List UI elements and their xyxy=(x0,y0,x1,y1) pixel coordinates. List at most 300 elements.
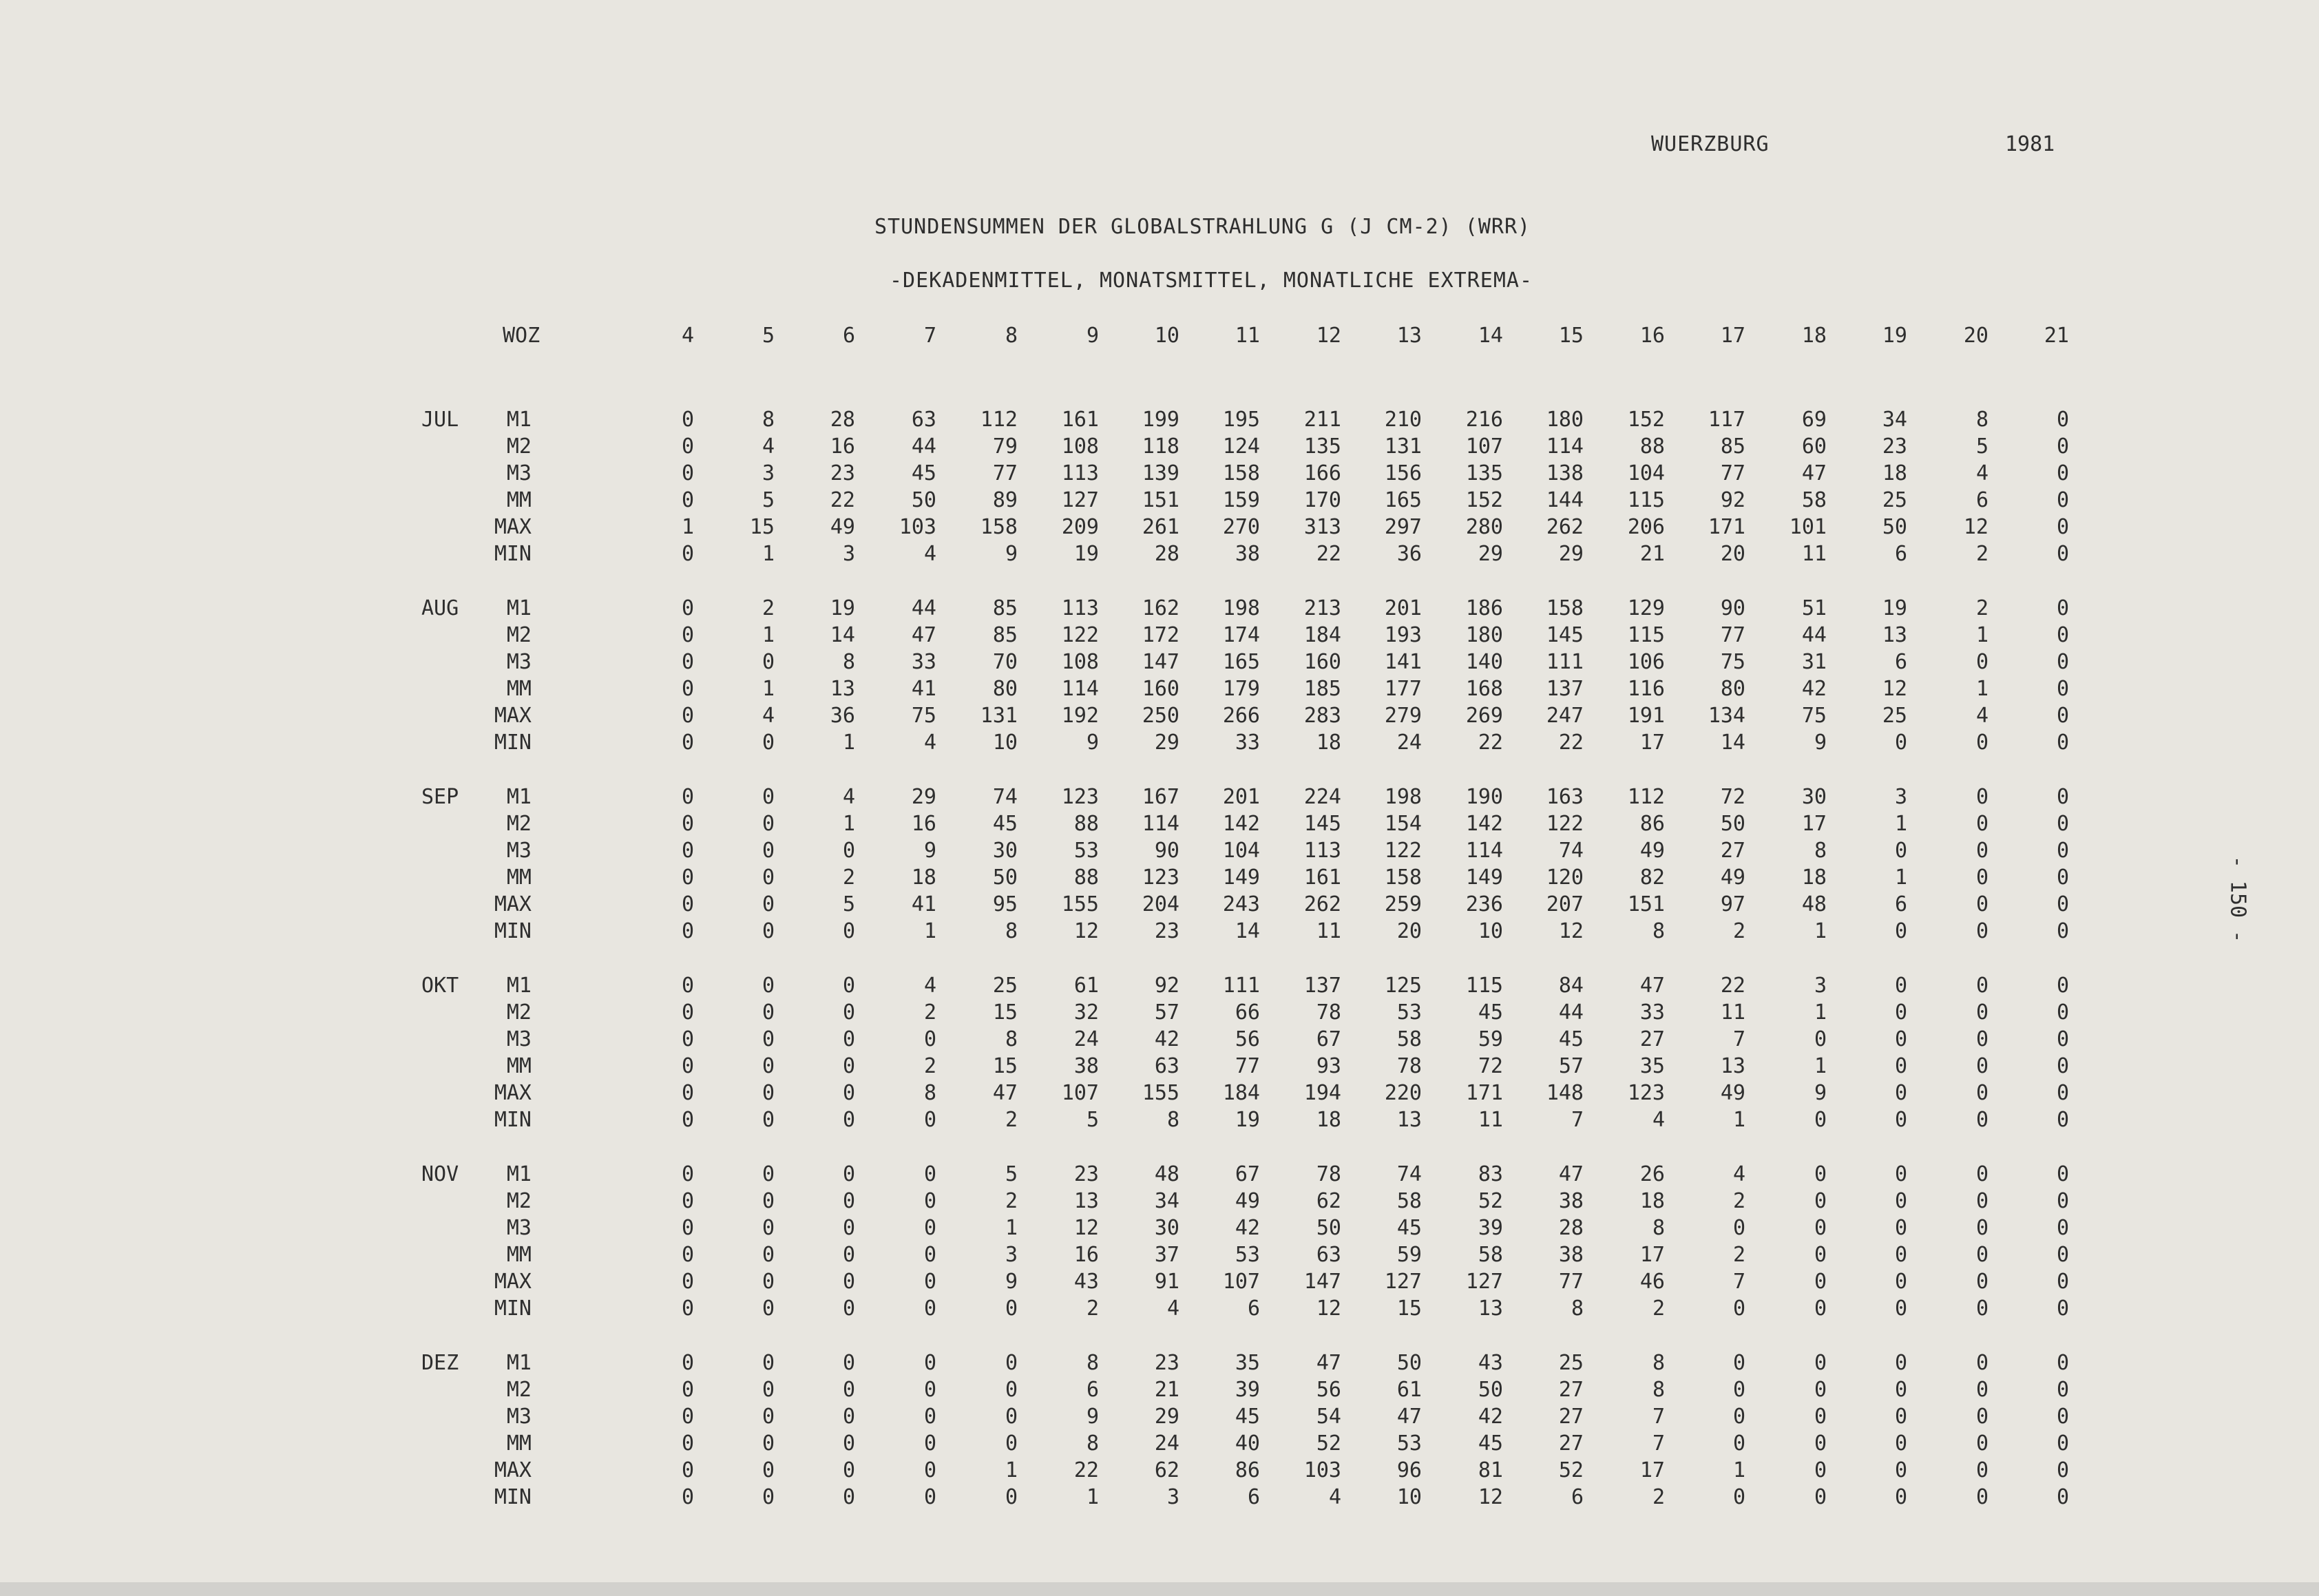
table-cell: 77 xyxy=(1720,623,1745,647)
table-cell: 0 xyxy=(2056,1054,2069,1078)
table-cell: 8 xyxy=(1652,919,1665,943)
table-cell: 113 xyxy=(1061,596,1099,620)
table-cell: 4 xyxy=(762,704,775,728)
table-cell: 185 xyxy=(1303,677,1341,701)
table-cell: 0 xyxy=(923,1405,936,1429)
table-cell: 0 xyxy=(1894,1162,1907,1186)
table-cell: 1 xyxy=(1975,623,1989,647)
table-cell: 60 xyxy=(1801,434,1827,459)
table-cell: 0 xyxy=(681,704,694,728)
table-cell: 0 xyxy=(762,1296,775,1321)
table-cell: 3 xyxy=(1814,974,1827,998)
table-cell: 0 xyxy=(2056,892,2069,916)
table-cell: 17 xyxy=(1639,1458,1665,1482)
table-cell: 54 xyxy=(1316,1405,1341,1429)
page-edge xyxy=(0,1582,2319,1596)
table-cell: 0 xyxy=(2056,704,2069,728)
table-cell: 0 xyxy=(2056,1351,2069,1375)
table-cell: 0 xyxy=(762,731,775,755)
table-cell: 15 xyxy=(749,515,775,539)
table-cell: 74 xyxy=(1396,1162,1422,1186)
table-cell: 0 xyxy=(1975,1162,1989,1186)
table-cell: 122 xyxy=(1061,623,1099,647)
table-cell: 0 xyxy=(762,1405,775,1429)
table-cell: 174 xyxy=(1222,623,1260,647)
table-cell: 47 xyxy=(1396,1405,1422,1429)
table-cell: 0 xyxy=(1894,1000,1907,1025)
table-cell: 90 xyxy=(1720,596,1745,620)
table-cell: 0 xyxy=(842,1296,855,1321)
table-cell: 2 xyxy=(923,1000,936,1025)
table-cell: 266 xyxy=(1222,704,1260,728)
table-cell: 8 xyxy=(1086,1351,1099,1375)
table-cell: 8 xyxy=(842,650,855,674)
table-cell: 82 xyxy=(1639,865,1665,890)
table-cell: 19 xyxy=(830,596,855,620)
table-cell: 0 xyxy=(1975,1296,1989,1321)
table-cell: 0 xyxy=(1732,1296,1745,1321)
table-cell: 0 xyxy=(681,623,694,647)
table-cell: 210 xyxy=(1384,408,1422,432)
table-cell: 8 xyxy=(1652,1216,1665,1240)
table-cell: 0 xyxy=(1975,1431,1989,1456)
table-cell: 11 xyxy=(1801,542,1827,566)
month-label: SEP xyxy=(421,785,459,809)
table-cell: 0 xyxy=(1975,1378,1989,1402)
table-cell: 198 xyxy=(1222,596,1260,620)
table-cell: 96 xyxy=(1396,1458,1422,1482)
table-cell: 131 xyxy=(980,704,1018,728)
table-cell: 170 xyxy=(1303,488,1341,512)
table-cell: 12 xyxy=(1882,677,1907,701)
table-title: STUNDENSUMMEN DER GLOBALSTRAHLUNG G (J CM-2) (WRR) xyxy=(874,215,1531,239)
table-cell: 114 xyxy=(1546,434,1584,459)
table-cell: 159 xyxy=(1222,488,1260,512)
table-cell: 117 xyxy=(1708,408,1745,432)
table-cell: 0 xyxy=(1005,1351,1018,1375)
table-cell: 1 xyxy=(1975,677,1989,701)
table-cell: 0 xyxy=(1975,919,1989,943)
table-cell: 0 xyxy=(1732,1405,1745,1429)
table-cell: 280 xyxy=(1465,515,1503,539)
hour-header: 17 xyxy=(1720,324,1745,348)
table-cell: 67 xyxy=(1235,1162,1260,1186)
table-cell: 0 xyxy=(842,1081,855,1105)
table-cell: 190 xyxy=(1465,785,1503,809)
table-cell: 279 xyxy=(1384,704,1422,728)
table-cell: 90 xyxy=(1154,839,1179,863)
table-cell: 0 xyxy=(762,1162,775,1186)
table-cell: 6 xyxy=(1571,1485,1584,1509)
table-cell: 145 xyxy=(1303,812,1341,836)
table-cell: 53 xyxy=(1396,1000,1422,1025)
table-cell: 4 xyxy=(923,542,936,566)
table-cell: 9 xyxy=(1814,1081,1827,1105)
table-cell: 59 xyxy=(1478,1027,1503,1051)
table-cell: 46 xyxy=(1639,1270,1665,1294)
table-cell: 0 xyxy=(1894,1081,1907,1105)
table-cell: 1 xyxy=(1732,1458,1745,1482)
table-cell: 0 xyxy=(923,1243,936,1267)
table-cell: 3 xyxy=(1894,785,1907,809)
table-cell: 163 xyxy=(1546,785,1584,809)
table-cell: 0 xyxy=(681,892,694,916)
table-cell: 0 xyxy=(681,1189,694,1213)
table-cell: 58 xyxy=(1396,1027,1422,1051)
table-cell: 2 xyxy=(1732,919,1745,943)
table-cell: 27 xyxy=(1720,839,1745,863)
table-cell: 47 xyxy=(1316,1351,1341,1375)
row-label: M1 xyxy=(506,974,532,998)
table-cell: 59 xyxy=(1396,1243,1422,1267)
table-cell: 4 xyxy=(1732,1162,1745,1186)
table-cell: 135 xyxy=(1303,434,1341,459)
table-cell: 114 xyxy=(1465,839,1503,863)
table-cell: 48 xyxy=(1801,892,1827,916)
table-cell: 5 xyxy=(842,892,855,916)
table-cell: 18 xyxy=(1316,731,1341,755)
table-cell: 30 xyxy=(992,839,1018,863)
table-cell: 120 xyxy=(1546,865,1584,890)
table-cell: 113 xyxy=(1303,839,1341,863)
table-cell: 43 xyxy=(1073,1270,1099,1294)
table-cell: 0 xyxy=(923,1216,936,1240)
row-label: M1 xyxy=(506,1162,532,1186)
table-cell: 115 xyxy=(1627,623,1665,647)
table-cell: 147 xyxy=(1303,1270,1341,1294)
table-cell: 0 xyxy=(2056,1458,2069,1482)
table-cell: 0 xyxy=(2056,974,2069,998)
table-cell: 0 xyxy=(2056,1162,2069,1186)
row-label: M2 xyxy=(506,812,532,836)
table-cell: 184 xyxy=(1303,623,1341,647)
table-cell: 1 xyxy=(1814,1000,1827,1025)
table-cell: 127 xyxy=(1465,1270,1503,1294)
table-cell: 2 xyxy=(762,596,775,620)
table-cell: 27 xyxy=(1558,1405,1584,1429)
table-cell: 48 xyxy=(1154,1162,1179,1186)
table-cell: 0 xyxy=(1894,1054,1907,1078)
table-cell: 0 xyxy=(842,839,855,863)
table-cell: 47 xyxy=(911,623,936,647)
table-cell: 123 xyxy=(1627,1081,1665,1105)
table-cell: 147 xyxy=(1142,650,1179,674)
table-cell: 57 xyxy=(1558,1054,1584,1078)
table-cell: 0 xyxy=(2056,785,2069,809)
table-cell: 7 xyxy=(1732,1027,1745,1051)
table-cell: 86 xyxy=(1235,1458,1260,1482)
table-cell: 0 xyxy=(2056,623,2069,647)
hour-header: 15 xyxy=(1558,324,1584,348)
table-cell: 0 xyxy=(1975,1054,1989,1078)
table-cell: 23 xyxy=(1154,919,1179,943)
table-cell: 112 xyxy=(980,408,1018,432)
table-cell: 32 xyxy=(1073,1000,1099,1025)
table-cell: 283 xyxy=(1303,704,1341,728)
table-cell: 0 xyxy=(681,731,694,755)
row-label: MM xyxy=(506,865,532,890)
table-cell: 4 xyxy=(1166,1296,1179,1321)
table-cell: 0 xyxy=(762,1351,775,1375)
table-cell: 12 xyxy=(1073,1216,1099,1240)
table-cell: 104 xyxy=(1222,839,1260,863)
table-cell: 198 xyxy=(1384,785,1422,809)
table-cell: 0 xyxy=(762,812,775,836)
table-cell: 103 xyxy=(1303,1458,1341,1482)
table-cell: 4 xyxy=(762,434,775,459)
row-label: M3 xyxy=(506,650,532,674)
row-label: M2 xyxy=(506,1378,532,1402)
table-cell: 62 xyxy=(1316,1189,1341,1213)
table-cell: 1 xyxy=(762,623,775,647)
table-cell: 115 xyxy=(1465,974,1503,998)
table-cell: 0 xyxy=(1814,1351,1827,1375)
table-cell: 201 xyxy=(1384,596,1422,620)
table-cell: 0 xyxy=(762,839,775,863)
table-cell: 0 xyxy=(681,865,694,890)
table-cell: 89 xyxy=(992,488,1018,512)
table-cell: 0 xyxy=(2056,1270,2069,1294)
table-cell: 62 xyxy=(1154,1458,1179,1482)
table-cell: 35 xyxy=(1639,1054,1665,1078)
table-cell: 9 xyxy=(1086,1405,1099,1429)
table-cell: 0 xyxy=(1814,1216,1827,1240)
table-cell: 58 xyxy=(1478,1243,1503,1267)
table-cell: 56 xyxy=(1235,1027,1260,1051)
table-cell: 3 xyxy=(1166,1485,1179,1509)
table-cell: 0 xyxy=(1894,1458,1907,1482)
table-cell: 23 xyxy=(1073,1162,1099,1186)
table-cell: 3 xyxy=(842,542,855,566)
table-cell: 20 xyxy=(1396,919,1422,943)
row-label: MAX xyxy=(494,1458,532,1482)
table-cell: 0 xyxy=(1975,1485,1989,1509)
table-cell: 33 xyxy=(911,650,936,674)
table-cell: 18 xyxy=(1801,865,1827,890)
table-cell: 7 xyxy=(1732,1270,1745,1294)
table-cell: 9 xyxy=(923,839,936,863)
table-cell: 8 xyxy=(1571,1296,1584,1321)
table-cell: 107 xyxy=(1465,434,1503,459)
table-cell: 25 xyxy=(1882,488,1907,512)
table-cell: 91 xyxy=(1154,1270,1179,1294)
table-cell: 0 xyxy=(1975,731,1989,755)
table-cell: 85 xyxy=(992,596,1018,620)
table-cell: 124 xyxy=(1222,434,1260,459)
table-cell: 52 xyxy=(1316,1431,1341,1456)
table-cell: 0 xyxy=(1894,1378,1907,1402)
row-label: MAX xyxy=(494,515,532,539)
table-cell: 0 xyxy=(681,1405,694,1429)
table-cell: 0 xyxy=(923,1431,936,1456)
row-label: M3 xyxy=(506,1027,532,1051)
table-cell: 0 xyxy=(1814,1189,1827,1213)
table-cell: 58 xyxy=(1801,488,1827,512)
table-cell: 0 xyxy=(923,1162,936,1186)
table-cell: 1 xyxy=(762,542,775,566)
table-cell: 6 xyxy=(1975,488,1989,512)
table-cell: 160 xyxy=(1303,650,1341,674)
hour-header: 6 xyxy=(842,324,855,348)
table-cell: 172 xyxy=(1142,623,1179,647)
table-cell: 15 xyxy=(992,1000,1018,1025)
table-cell: 0 xyxy=(1975,812,1989,836)
table-cell: 6 xyxy=(1247,1296,1260,1321)
table-cell: 0 xyxy=(842,1189,855,1213)
month-label: JUL xyxy=(421,408,459,432)
table-cell: 0 xyxy=(2056,596,2069,620)
table-cell: 297 xyxy=(1384,515,1422,539)
table-cell: 69 xyxy=(1801,408,1827,432)
table-cell: 0 xyxy=(1814,1108,1827,1132)
table-subtitle: -DEKADENMITTEL, MONATSMITTEL, MONATLICHE EXTREMA- xyxy=(890,269,1533,293)
table-cell: 158 xyxy=(1546,596,1584,620)
table-cell: 15 xyxy=(992,1054,1018,1078)
table-cell: 0 xyxy=(762,1216,775,1240)
table-cell: 0 xyxy=(1894,1431,1907,1456)
table-cell: 0 xyxy=(1005,1405,1018,1429)
table-cell: 0 xyxy=(681,408,694,432)
table-cell: 162 xyxy=(1142,596,1179,620)
hour-header: 10 xyxy=(1154,324,1179,348)
table-cell: 28 xyxy=(1558,1216,1584,1240)
row-label: M3 xyxy=(506,1216,532,1240)
table-cell: 23 xyxy=(830,461,855,485)
table-cell: 84 xyxy=(1558,974,1584,998)
table-cell: 0 xyxy=(681,839,694,863)
table-cell: 16 xyxy=(830,434,855,459)
table-cell: 53 xyxy=(1396,1431,1422,1456)
table-cell: 42 xyxy=(1801,677,1827,701)
table-cell: 0 xyxy=(923,1027,936,1051)
table-cell: 42 xyxy=(1235,1216,1260,1240)
table-cell: 26 xyxy=(1639,1162,1665,1186)
table-cell: 4 xyxy=(1328,1485,1341,1509)
table-cell: 0 xyxy=(1975,650,1989,674)
table-cell: 8 xyxy=(1652,1351,1665,1375)
table-cell: 1 xyxy=(1086,1485,1099,1509)
table-cell: 0 xyxy=(1975,1270,1989,1294)
table-cell: 207 xyxy=(1546,892,1584,916)
table-cell: 0 xyxy=(1894,1216,1907,1240)
row-label: M3 xyxy=(506,461,532,485)
table-cell: 52 xyxy=(1478,1189,1503,1213)
table-cell: 38 xyxy=(1558,1243,1584,1267)
table-cell: 45 xyxy=(1558,1027,1584,1051)
table-cell: 22 xyxy=(1720,974,1745,998)
table-cell: 77 xyxy=(992,461,1018,485)
table-cell: 165 xyxy=(1222,650,1260,674)
month-label: AUG xyxy=(421,596,459,620)
hour-header: 5 xyxy=(762,324,775,348)
table-cell: 27 xyxy=(1558,1378,1584,1402)
table-cell: 8 xyxy=(1975,408,1989,432)
table-cell: 25 xyxy=(1558,1351,1584,1375)
table-cell: 44 xyxy=(1801,623,1827,647)
table-cell: 22 xyxy=(1316,542,1341,566)
table-cell: 0 xyxy=(842,1027,855,1051)
table-cell: 50 xyxy=(911,488,936,512)
table-cell: 262 xyxy=(1546,515,1584,539)
table-cell: 5 xyxy=(762,488,775,512)
column-header-label: WOZ xyxy=(503,324,541,348)
table-cell: 0 xyxy=(1814,1405,1827,1429)
table-cell: 1 xyxy=(1814,919,1827,943)
table-cell: 0 xyxy=(681,1270,694,1294)
table-cell: 0 xyxy=(2056,1216,2069,1240)
table-cell: 36 xyxy=(1396,542,1422,566)
table-cell: 12 xyxy=(1316,1296,1341,1321)
table-cell: 160 xyxy=(1142,677,1179,701)
table-cell: 0 xyxy=(2056,1378,2069,1402)
table-cell: 29 xyxy=(1478,542,1503,566)
table-cell: 123 xyxy=(1061,785,1099,809)
table-cell: 13 xyxy=(1396,1108,1422,1132)
table-cell: 13 xyxy=(1720,1054,1745,1078)
table-cell: 186 xyxy=(1465,596,1503,620)
table-cell: 0 xyxy=(681,919,694,943)
table-cell: 0 xyxy=(1814,1378,1827,1402)
table-cell: 93 xyxy=(1316,1054,1341,1078)
table-cell: 0 xyxy=(1894,1351,1907,1375)
table-cell: 0 xyxy=(1894,974,1907,998)
table-cell: 0 xyxy=(1975,974,1989,998)
table-cell: 0 xyxy=(2056,515,2069,539)
table-cell: 0 xyxy=(2056,1431,2069,1456)
table-cell: 40 xyxy=(1235,1431,1260,1456)
table-cell: 0 xyxy=(1814,1162,1827,1186)
table-cell: 92 xyxy=(1154,974,1179,998)
table-cell: 63 xyxy=(911,408,936,432)
hour-header: 14 xyxy=(1478,324,1503,348)
table-cell: 0 xyxy=(842,1108,855,1132)
table-cell: 2 xyxy=(1652,1485,1665,1509)
table-cell: 0 xyxy=(762,1027,775,1051)
table-cell: 103 xyxy=(899,515,936,539)
table-cell: 39 xyxy=(1478,1216,1503,1240)
table-cell: 0 xyxy=(681,434,694,459)
row-label: M1 xyxy=(506,1351,532,1375)
table-cell: 33 xyxy=(1639,1000,1665,1025)
table-cell: 0 xyxy=(2056,731,2069,755)
table-cell: 0 xyxy=(1975,1000,1989,1025)
table-cell: 0 xyxy=(762,1108,775,1132)
hour-header: 19 xyxy=(1882,324,1907,348)
table-cell: 85 xyxy=(992,623,1018,647)
table-cell: 47 xyxy=(1558,1162,1584,1186)
table-cell: 51 xyxy=(1801,596,1827,620)
table-cell: 18 xyxy=(1316,1108,1341,1132)
table-cell: 0 xyxy=(2056,1108,2069,1132)
table-cell: 10 xyxy=(1478,919,1503,943)
table-cell: 38 xyxy=(1235,542,1260,566)
table-cell: 8 xyxy=(1814,839,1827,863)
table-cell: 0 xyxy=(1814,1027,1827,1051)
table-cell: 0 xyxy=(1005,1485,1018,1509)
hour-header: 21 xyxy=(2044,324,2069,348)
table-cell: 1 xyxy=(762,677,775,701)
table-cell: 47 xyxy=(1801,461,1827,485)
table-cell: 8 xyxy=(1005,919,1018,943)
table-cell: 0 xyxy=(1732,1431,1745,1456)
table-cell: 77 xyxy=(1720,461,1745,485)
month-label: DEZ xyxy=(421,1351,459,1375)
table-cell: 115 xyxy=(1627,488,1665,512)
table-cell: 0 xyxy=(923,1485,936,1509)
table-cell: 8 xyxy=(1005,1027,1018,1051)
table-cell: 0 xyxy=(681,1243,694,1267)
table-cell: 4 xyxy=(1652,1108,1665,1132)
